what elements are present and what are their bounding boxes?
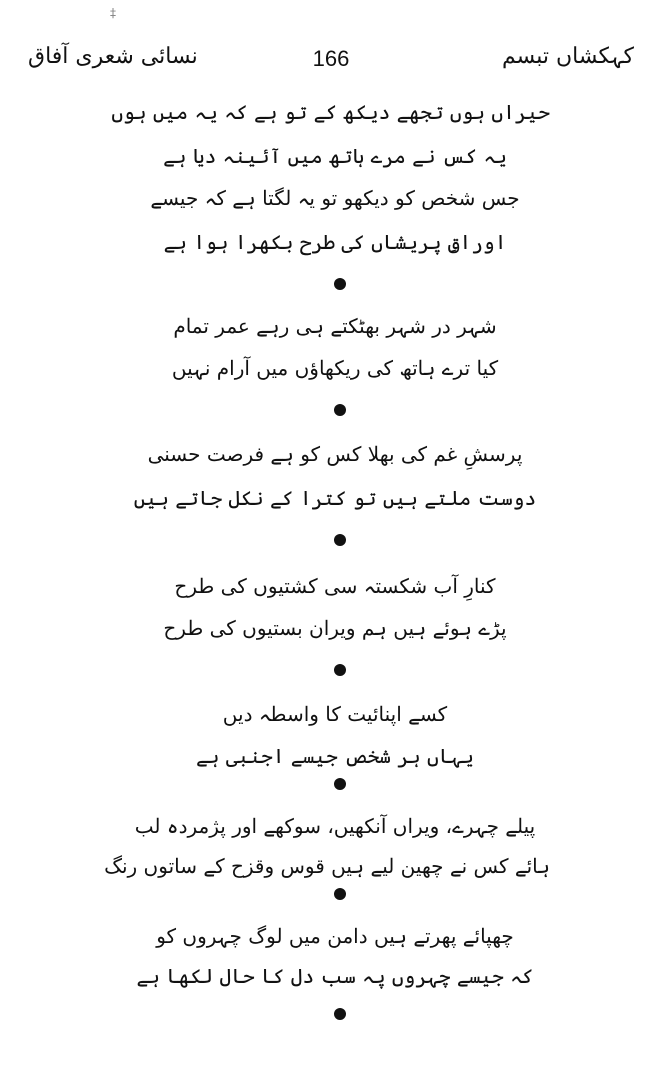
verse-line: جس شخص کو دیکھو تو یہ لگتا ہے کہ جیسے	[150, 186, 520, 210]
verse-line: چھپائے پھرتے ہیں دامن میں لوگ چہروں کو	[156, 924, 514, 948]
stanza-separator-dot	[334, 888, 346, 900]
stanza-separator-dot	[334, 534, 346, 546]
verse-line: اوراقِ پریشاں کی طرح بکھرا ہوا ہے	[163, 230, 507, 254]
verse-line: یہ کس نے مرے ہاتھ میں آئینہ دیا ہے	[163, 144, 507, 168]
verse-line: پڑے ہوئے ہیں ہم ویران بستیوں کی طرح	[163, 616, 507, 640]
verse-line: کسے اپنائیت کا واسطہ دیں	[222, 702, 448, 726]
stanza-separator-dot	[334, 778, 346, 790]
verse-line: یہاں ہر شخص جیسے اجنبی ہے	[196, 744, 474, 768]
verse-line: کہ جیسے چہروں پہ سب دل کا حال لکھا ہے	[136, 964, 534, 988]
verse-line: کیا ترے ہاتھ کی ریکھاؤں میں آرام نہیں	[171, 356, 499, 380]
author-name-right: کہکشاں تبسم	[501, 44, 634, 69]
page-header	[28, 44, 634, 84]
verse-line: پیلے چہرے، ویراں آنکھیں، سوکھے اور پژمردہ لب	[134, 814, 536, 838]
book-title-left: نسائی شعری آفاق	[28, 44, 198, 69]
stanza-separator-dot	[334, 1008, 346, 1020]
verse-line: شہر در شہر بھٹکتے ہی رہے عمر تمام	[173, 314, 497, 338]
verse-line: دوست ملتے ہیں تو کترا کے نکل جاتے ہیں	[133, 486, 537, 510]
verse-line: حیراں ہوں تجھے دیکھ کے تو ہے کہ یہ میں ہوں	[111, 100, 550, 124]
verse-line: پرسشِ غم کی بھلا کس کو ہے فرصت حسنی	[147, 442, 523, 466]
verse-line: ہائے کس نے چھین لیے ہیں قوس وقزح کے ساتوں رنگ	[104, 854, 550, 878]
stanza-separator-dot	[334, 664, 346, 676]
page-number: 166	[312, 46, 350, 71]
corner-mark: ‡	[110, 6, 116, 20]
stanza-separator-dot	[334, 404, 346, 416]
stanza-separator-dot	[334, 278, 346, 290]
verse-line: کنارِ آب شکستہ سی کشتیوں کی طرح	[174, 574, 496, 598]
